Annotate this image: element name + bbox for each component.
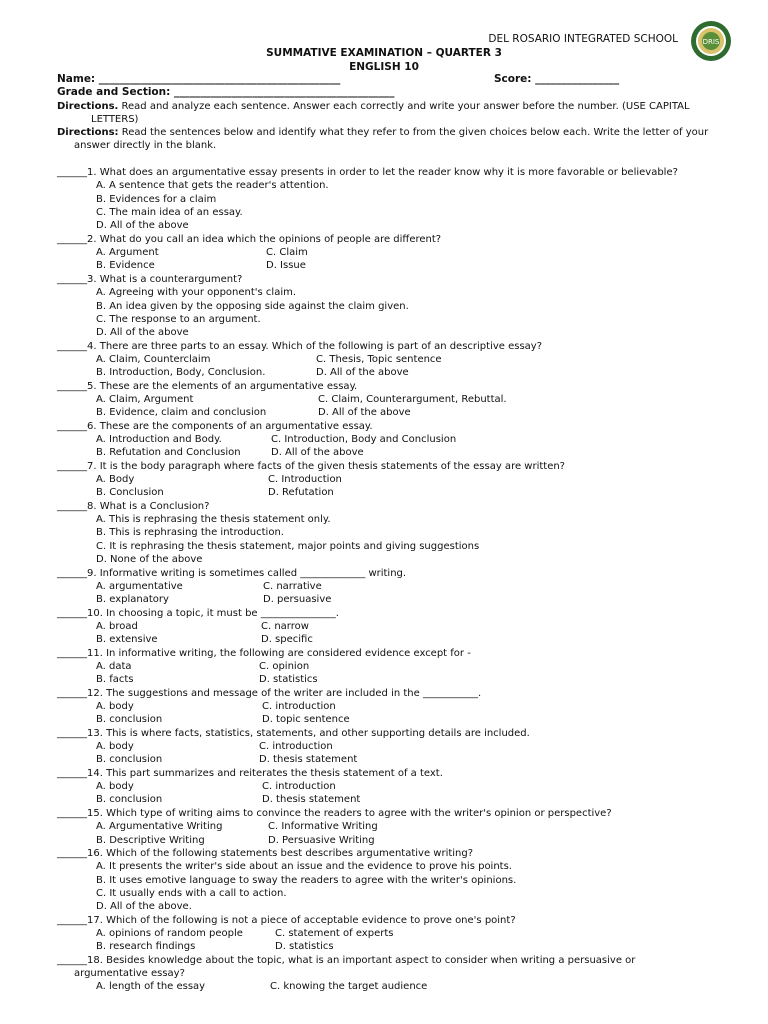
answer-option: D. thesis statement	[259, 754, 358, 766]
answer-option: C. introduction	[262, 701, 336, 712]
answer-option: B. conclusion	[96, 754, 163, 766]
answer-option: B. An idea given by the opposing side against the claim given.	[96, 300, 409, 312]
answer-option: D. All of the above	[96, 327, 189, 339]
answer-option: A. Introduction and Body.	[96, 434, 222, 445]
answer-option: B. It uses emotive language to sway the readers to agree with the writer's opinions.	[96, 874, 517, 886]
question-stem: ______7. It is the body paragraph where facts of the given thesis statements of the essay are written?	[57, 460, 565, 472]
answer-option: A. broad	[96, 620, 138, 632]
answer-option: C. It usually ends with a call to action.	[96, 887, 287, 899]
answer-option: C. narrative	[263, 580, 322, 592]
answer-option: A. body	[96, 701, 134, 712]
answer-option: C. narrow	[261, 620, 309, 632]
answer-option: D. All of the above	[318, 407, 411, 419]
answer-option: C. Claim	[266, 247, 308, 259]
question-stem: ______6. These are the components of an argumentative essay.	[57, 420, 373, 432]
answer-option: B. conclusion	[96, 794, 163, 806]
answer-option: C. It is rephrasing the thesis statement, major points and giving suggestions	[96, 540, 480, 552]
answer-option: B. conclusion	[96, 714, 163, 726]
answer-option: D. thesis statement	[262, 794, 361, 806]
answer-option: D. persuasive	[263, 594, 332, 606]
directions-text-cont: LETTERS)	[91, 114, 139, 125]
answer-option: A. Claim, Argument	[96, 393, 194, 405]
answer-option: C. The response to an argument.	[96, 313, 261, 325]
question-stem: ______13. This is where facts, statistics, statements, and other supporting details are included.	[57, 727, 530, 739]
answer-option: B. research findings	[96, 941, 196, 953]
school-name: DEL ROSARIO INTEGRATED SCHOOL	[488, 33, 678, 45]
answer-option: D. All of the above	[96, 220, 189, 232]
answer-option: C. Introduction, Body and Conclusion	[271, 434, 457, 445]
question-stem: ______10. In choosing a topic, it must be _______________.	[57, 607, 339, 619]
answer-option: C. Thesis, Topic sentence	[316, 353, 442, 365]
question-stem: ______9. Informative writing is sometimes called _____________ writing.	[57, 567, 407, 579]
answer-option: C. introduction	[262, 781, 336, 793]
answer-option: A. body	[96, 741, 134, 753]
question-stem: ______16. Which of the following statements best describes argumentative writing?	[57, 847, 474, 859]
answer-option: A. length of the essay	[96, 981, 206, 993]
directions-label: Directions.	[57, 101, 119, 112]
name-blank[interactable]: ______________________________________________	[98, 73, 341, 85]
grade-blank[interactable]: __________________________________________	[173, 86, 395, 98]
answer-option: D. Refutation	[268, 487, 334, 499]
question-stem: ______17. Which of the following is not a piece of acceptable evidence to prove one's point?	[57, 914, 516, 926]
score-label: Score:	[494, 73, 536, 85]
answer-option: B. Evidences for a claim	[96, 193, 217, 205]
score-line[interactable]	[494, 73, 619, 85]
answer-option: B. facts	[96, 674, 134, 686]
grade-label: Grade and Section:	[57, 86, 174, 98]
answer-option: D. statistics	[259, 674, 318, 686]
directions-2	[57, 126, 717, 152]
answer-option: B. Refutation and Conclusion	[96, 447, 241, 459]
directions-label: Directions:	[57, 127, 119, 138]
exam-title: SUMMATIVE EXAMINATION – QUARTER 3	[266, 47, 502, 59]
answer-option: C. introduction	[259, 741, 333, 753]
answer-option: B. Evidence, claim and conclusion	[96, 407, 267, 419]
score-blank[interactable]: ________________	[535, 73, 620, 85]
answer-option: B. Conclusion	[96, 487, 164, 499]
answer-option: A. It presents the writer's side about an issue and the evidence to prove his points.	[96, 861, 512, 873]
question-stem: ______5. These are the elements of an argumentative essay.	[57, 380, 358, 392]
answer-option: D. All of the above	[271, 447, 364, 459]
directions-text: Read and analyze each sentence. Answer each correctly and write your answer before the number. (USE CAPITAL	[118, 101, 690, 112]
answer-option: B. Descriptive Writing	[96, 834, 205, 846]
answer-option: D. Persuasive Writing	[268, 834, 375, 846]
answer-option: C. Introduction	[268, 474, 342, 486]
subject-title: ENGLISH 10	[349, 61, 419, 73]
question-stem: ______4. There are three parts to an essay. Which of the following is part of an descriptive essay?	[57, 340, 543, 352]
question-stem: ______11. In informative writing, the following are considered evidence except for -	[57, 647, 471, 659]
answer-option: B. explanatory	[96, 594, 169, 606]
answer-option: B. extensive	[96, 634, 158, 646]
answer-option: D. None of the above	[96, 554, 203, 566]
answer-option: A. A sentence that gets the reader's attention.	[96, 180, 329, 192]
name-line[interactable]	[57, 73, 340, 85]
answer-option: D. statistics	[275, 941, 334, 953]
answer-option: C. knowing the target audience	[270, 981, 428, 993]
question-stem: ______14. This part summarizes and reiterates the thesis statement of a text.	[57, 767, 443, 779]
answer-option: D. specific	[261, 634, 313, 646]
answer-option: A. argumentative	[96, 580, 183, 592]
answer-option: D. Issue	[266, 260, 306, 272]
grade-section-line[interactable]	[57, 86, 394, 98]
answer-option: C. statement of experts	[275, 927, 394, 939]
question-stem: ______12. The suggestions and message of the writer are included in the ___________.	[57, 687, 482, 699]
name-label: Name:	[57, 73, 99, 85]
seal-text: DRIS	[702, 38, 720, 46]
answer-option: A. body	[96, 781, 134, 793]
answer-option: A. This is rephrasing the thesis statement only.	[96, 514, 331, 526]
answer-option: A. Body	[96, 474, 135, 486]
question-stem: ______8. What is a Conclusion?	[57, 500, 210, 512]
question-stem: ______2. What do you call an idea which the opinions of people are different?	[57, 233, 442, 245]
question-stem: ______18. Besides knowledge about the topic, what is an important aspect to consider when writing a persuasive or	[57, 954, 636, 966]
answer-option: C. opinion	[259, 660, 310, 672]
answer-option: C. Claim, Counterargument, Rebuttal.	[318, 393, 507, 405]
question-stem: ______3. What is a counterargument?	[57, 273, 243, 285]
answer-option: A. data	[96, 660, 132, 672]
answer-option: A. Agreeing with your opponent's claim.	[96, 287, 297, 299]
answer-option: A. Claim, Counterclaim	[96, 353, 211, 365]
answer-option: A. Argument	[96, 247, 159, 259]
answer-option: B. This is rephrasing the introduction.	[96, 527, 284, 539]
question-stem-cont: argumentative essay?	[74, 968, 185, 979]
answer-option: D. topic sentence	[262, 714, 350, 726]
directions-1	[57, 100, 717, 126]
answer-option: D. All of the above.	[96, 901, 192, 913]
question-stem: ______1. What does an argumentative essay presents in order to let the reader know why it is more favorable or believable?	[57, 167, 678, 178]
directions-text: Read the sentences below and identify what they refer to from the given choices below each. Write the letter of your	[118, 127, 709, 138]
answer-option: C. The main idea of an essay.	[96, 207, 243, 219]
question-stem: ______15. Which type of writing aims to convince the readers to agree with the writer's opinion or perspective?	[57, 807, 612, 819]
answer-option: B. Evidence	[96, 260, 155, 272]
directions-text-cont: answer directly in the blank.	[74, 140, 217, 151]
answer-option: A. opinions of random people	[96, 927, 243, 939]
answer-option: B. Introduction, Body, Conclusion.	[96, 367, 266, 379]
answer-option: D. All of the above	[316, 367, 409, 379]
answer-option: C. Informative Writing	[268, 821, 378, 833]
answer-option: A. Argumentative Writing	[96, 821, 223, 833]
